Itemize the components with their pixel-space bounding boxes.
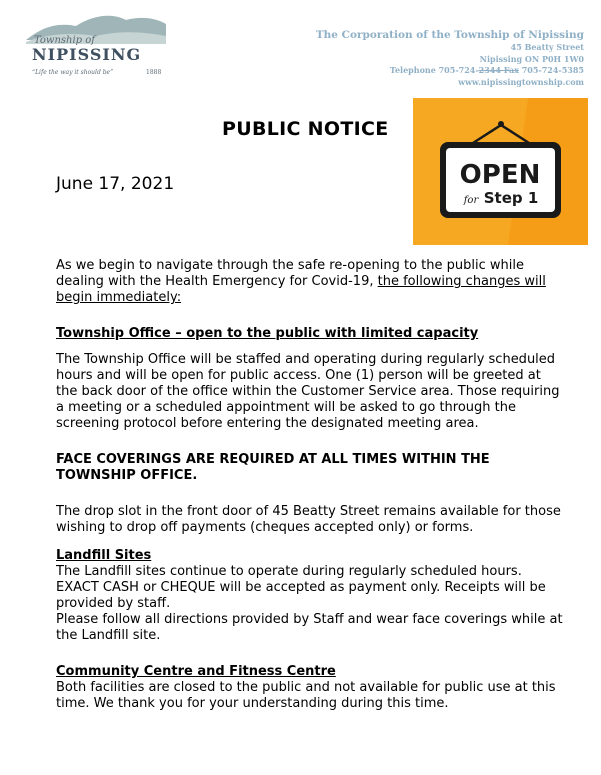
letterhead-website: www.nipissingtownship.com: [458, 76, 584, 87]
nail-icon: [498, 121, 504, 127]
intro-text: As we begin to navigate through the safe re-opening to the public while dealing with the Health Emergency for Covid-19,: [56, 258, 524, 289]
notice-body: [56, 258, 566, 712]
letterhead-phone: [316, 65, 584, 77]
intro-underlined: the following changes will begin immediately:: [56, 274, 546, 305]
notice-date: June 17, 2021: [56, 174, 175, 194]
phone-struck: 2344 Fax: [478, 65, 519, 75]
sign-open-text: OPEN: [459, 160, 541, 190]
sign-for-text: for: [463, 195, 479, 206]
drop-slot-paragraph: The drop slot in the front door of 45 Beatty Street remains available for those wishing to drop off payments (cheques accepted only) or forms.: [56, 504, 561, 535]
letterhead: [316, 28, 584, 88]
community-paragraph: Both facilities are closed to the public and not available for public use at this time. We thank you for your understanding during this time.: [56, 680, 556, 711]
landfill-heading: Landfill Sites: [56, 548, 152, 563]
phone-suffix: 705-724-5385: [518, 65, 584, 75]
logo-year: 1888: [146, 69, 162, 76]
township-logo: [26, 10, 166, 80]
logo-tagline: “Life the way it should be”: [32, 69, 114, 76]
sign-step-text: Step 1: [483, 189, 539, 207]
office-heading: Township Office – open to the public with limited capacity: [56, 326, 479, 341]
letterhead-corporation: The Corporation of the Township of Nipissing: [315, 29, 584, 41]
landfill-paragraph-1: The Landfill sites continue to operate during regularly scheduled hours. EXACT CASH or CHEQUE will be accepted as payment only. Receipts will be provided by staff.: [56, 564, 546, 611]
logo-name: NIPISSING: [32, 45, 142, 64]
open-sign-image: [413, 98, 588, 245]
office-paragraph: The Township Office will be staffed and operating during regularly scheduled hours and will be open for public access. One (1) person will be greeted at the back door of the office within the Customer Service area. Those requiring a meeting or a scheduled appointment will be asked to go through the screening protocol before entering the designated meeting area.: [56, 352, 560, 431]
landfill-paragraph-2: Please follow all directions provided by Staff and wear face coverings while at the Landfill site.: [56, 612, 563, 643]
intro-paragraph: [56, 258, 566, 306]
face-coverings-notice: FACE COVERINGS ARE REQUIRED AT ALL TIMES WITHIN THE TOWNSHIP OFFICE.: [56, 452, 490, 483]
phone-prefix: Telephone 705-724-: [389, 65, 479, 75]
community-heading: Community Centre and Fitness Centre: [56, 664, 336, 679]
letterhead-city: Nipissing ON P0H 1W0: [479, 53, 584, 64]
letterhead-address: 45 Beatty Street: [510, 42, 584, 52]
page-title: PUBLIC NOTICE: [222, 118, 389, 140]
logo-township-text: Township of: [34, 35, 95, 46]
